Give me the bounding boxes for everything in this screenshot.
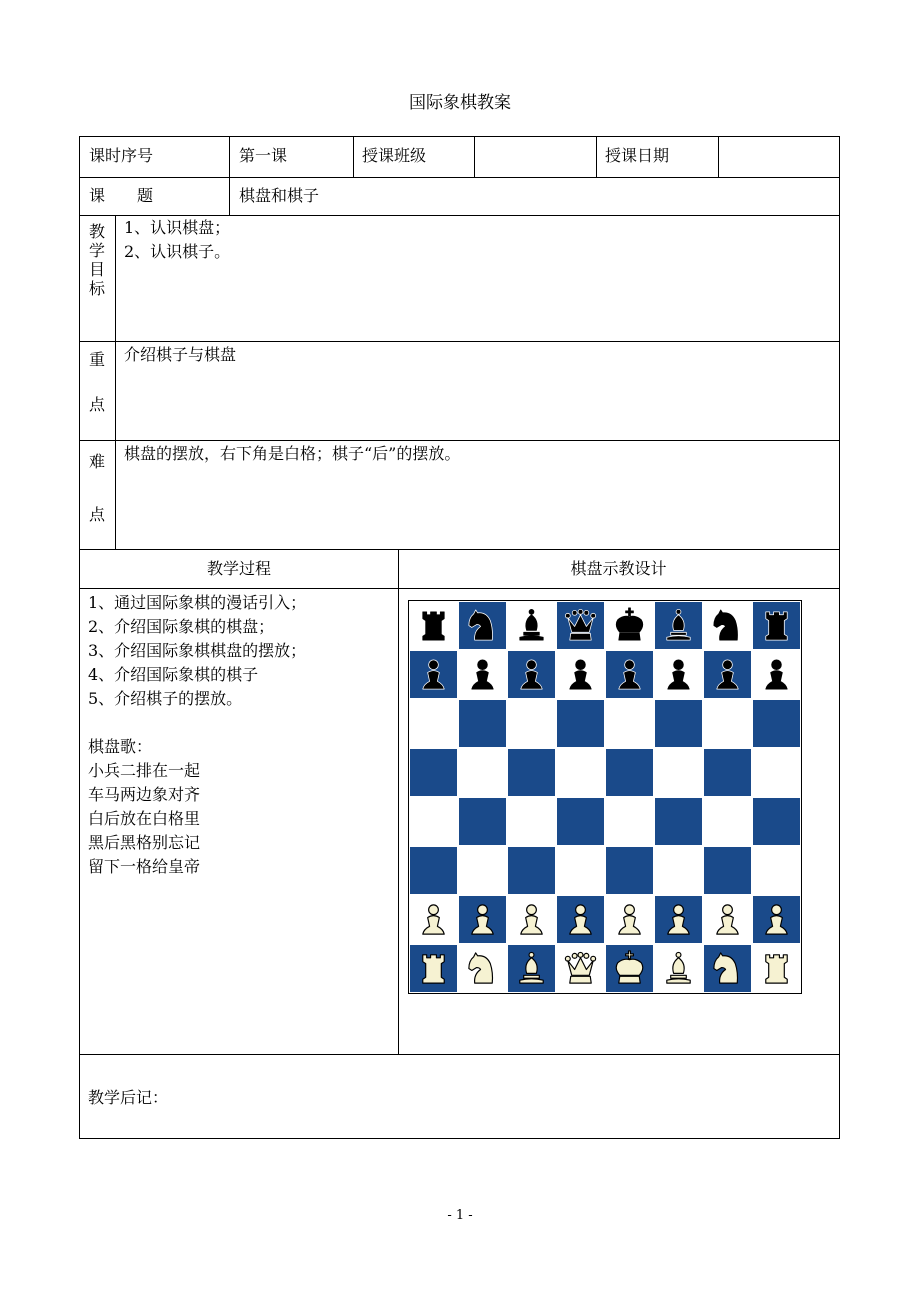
white-knight-icon: [463, 949, 502, 988]
board-square: [655, 896, 702, 943]
column-divider: [474, 137, 475, 177]
column-divider: [398, 549, 399, 1054]
column-divider: [229, 137, 230, 215]
white-rook-icon: [414, 949, 453, 988]
black-bishop-icon: [512, 606, 551, 645]
board-square: [655, 651, 702, 698]
document-title: 国际象棋教案: [409, 93, 511, 113]
row-divider: [80, 1054, 839, 1055]
column-divider: [115, 215, 116, 549]
afterword-label: 教学后记：: [88, 1088, 169, 1107]
black-queen-icon: [561, 606, 600, 645]
white-pawn-icon: [757, 900, 796, 939]
board-square: [410, 798, 457, 845]
board-square: [655, 602, 702, 649]
difficulties-text: 棋盘的摆放，右下角是白格；棋子“后”的摆放。: [124, 444, 461, 463]
board-square: [508, 847, 555, 894]
row-divider: [80, 341, 839, 342]
board-square: [753, 651, 800, 698]
white-knight-icon: [708, 949, 747, 988]
board-square: [557, 945, 604, 992]
row-divider: [80, 177, 839, 178]
date-label: 授课日期: [605, 146, 670, 165]
white-king-icon: [610, 949, 649, 988]
lesson-number-value: 第一课: [239, 146, 288, 165]
board-square: [704, 651, 751, 698]
board-square: [410, 749, 457, 796]
board-square: [459, 945, 506, 992]
goals-label-char: 学: [88, 241, 105, 260]
difficulties-label-char: 点: [88, 505, 105, 524]
board-square: [655, 798, 702, 845]
white-bishop-icon: [512, 949, 551, 988]
topic-value: 棋盘和棋子: [239, 186, 320, 205]
board-square: [655, 847, 702, 894]
board-square: [410, 602, 457, 649]
white-pawn-icon: [659, 900, 698, 939]
board-square: [606, 749, 653, 796]
board-square: [508, 945, 555, 992]
board-square: [606, 798, 653, 845]
board-square: [606, 847, 653, 894]
board-square: [410, 896, 457, 943]
column-divider: [596, 137, 597, 177]
process-step: 3、介绍国际象棋棋盘的摆放；: [88, 641, 307, 660]
song-line: 留下一格给皇帝: [88, 857, 201, 876]
board-square: [753, 896, 800, 943]
black-pawn-icon: [659, 655, 698, 694]
row-divider: [80, 588, 839, 589]
goal-item: 1、认识棋盘；: [124, 218, 231, 237]
black-pawn-icon: [757, 655, 796, 694]
white-queen-icon: [561, 949, 600, 988]
black-knight-icon: [708, 606, 747, 645]
board-square: [459, 700, 506, 747]
process-step: 2、介绍国际象棋的棋盘；: [88, 617, 275, 636]
board-square: [459, 896, 506, 943]
board-square: [704, 945, 751, 992]
page-number: - 1 -: [447, 1208, 473, 1223]
board-square: [753, 847, 800, 894]
white-bishop-icon: [659, 949, 698, 988]
row-divider: [80, 549, 839, 550]
key-points-text: 介绍棋子与棋盘: [124, 345, 237, 364]
board-square: [508, 700, 555, 747]
white-pawn-icon: [561, 900, 600, 939]
board-square: [410, 847, 457, 894]
board-square: [704, 847, 751, 894]
row-divider: [80, 440, 839, 441]
board-square: [410, 945, 457, 992]
lesson-number-label: 课时序号: [89, 146, 154, 165]
song-line: 白后放在白格里: [88, 809, 201, 828]
board-square: [557, 602, 604, 649]
board-square: [704, 749, 751, 796]
goals-label-char: 目: [88, 260, 105, 279]
board-square: [508, 798, 555, 845]
chess-board: [408, 600, 802, 994]
topic-label: 课 题: [89, 186, 154, 205]
board-square: [410, 651, 457, 698]
class-label: 授课班级: [362, 146, 427, 165]
black-pawn-icon: [561, 655, 600, 694]
board-square: [704, 700, 751, 747]
black-pawn-icon: [463, 655, 502, 694]
board-section-header: 棋盘示教设计: [570, 559, 667, 578]
goal-item: 2、认识棋子。: [124, 242, 231, 261]
board-square: [557, 749, 604, 796]
song-title: 棋盘歌：: [88, 737, 153, 756]
difficulties-label-char: 难: [88, 452, 105, 471]
board-square: [606, 700, 653, 747]
goals-label-char: 教: [88, 222, 105, 241]
black-pawn-icon: [414, 655, 453, 694]
board-square: [606, 945, 653, 992]
board-square: [606, 896, 653, 943]
board-square: [557, 700, 604, 747]
board-square: [753, 602, 800, 649]
board-square: [606, 651, 653, 698]
process-step: 5、介绍棋子的摆放。: [88, 689, 243, 708]
column-divider: [353, 137, 354, 177]
black-rook-icon: [414, 606, 453, 645]
process-step: 4、介绍国际象棋的棋子: [88, 665, 259, 684]
board-square: [459, 798, 506, 845]
board-square: [508, 602, 555, 649]
board-square: [655, 945, 702, 992]
white-pawn-icon: [708, 900, 747, 939]
song-line: 车马两边象对齐: [88, 785, 201, 804]
key-points-label-char: 重: [88, 350, 105, 369]
board-square: [655, 749, 702, 796]
black-bishop-icon: [659, 606, 698, 645]
white-pawn-icon: [512, 900, 551, 939]
board-square: [557, 896, 604, 943]
board-square: [508, 749, 555, 796]
board-square: [508, 896, 555, 943]
board-square: [459, 749, 506, 796]
board-square: [508, 651, 555, 698]
board-square: [557, 847, 604, 894]
board-square: [459, 651, 506, 698]
board-square: [753, 945, 800, 992]
song-line: 黑后黑格别忘记: [88, 833, 201, 852]
white-pawn-icon: [463, 900, 502, 939]
board-square: [410, 700, 457, 747]
black-rook-icon: [757, 606, 796, 645]
black-king-icon: [610, 606, 649, 645]
board-square: [459, 847, 506, 894]
board-square: [655, 700, 702, 747]
goals-label-char: 标: [88, 279, 105, 298]
song-line: 小兵二排在一起: [88, 761, 201, 780]
black-pawn-icon: [708, 655, 747, 694]
board-square: [704, 798, 751, 845]
white-pawn-icon: [610, 900, 649, 939]
board-square: [606, 602, 653, 649]
black-pawn-icon: [512, 655, 551, 694]
board-square: [557, 798, 604, 845]
board-square: [753, 749, 800, 796]
board-square: [704, 602, 751, 649]
process-step: 1、通过国际象棋的漫话引入；: [88, 593, 307, 612]
board-square: [459, 602, 506, 649]
white-rook-icon: [757, 949, 796, 988]
white-pawn-icon: [414, 900, 453, 939]
key-points-label-char: 点: [88, 395, 105, 414]
board-square: [753, 700, 800, 747]
board-square: [753, 798, 800, 845]
black-pawn-icon: [610, 655, 649, 694]
process-header: 教学过程: [206, 559, 271, 578]
board-square: [704, 896, 751, 943]
column-divider: [718, 137, 719, 177]
black-knight-icon: [463, 606, 502, 645]
board-square: [557, 651, 604, 698]
